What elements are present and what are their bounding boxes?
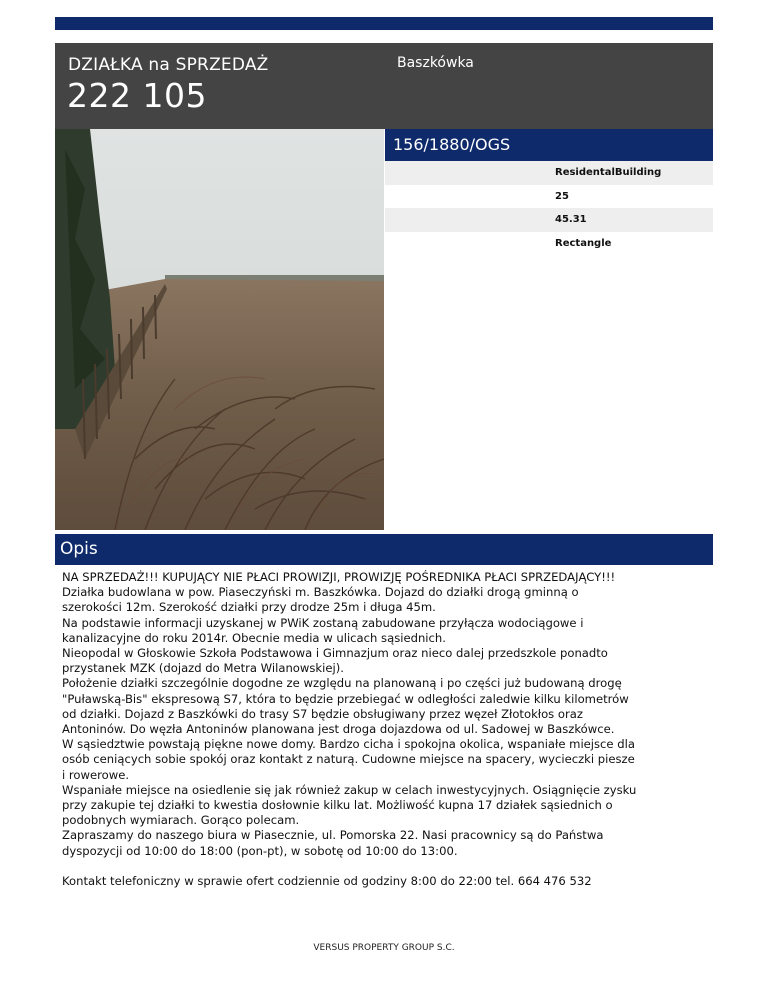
description-line: W sąsiedztwie powstają piękne nowe domy. Bardzo cicha i spokojna okolica, wspaniałe miejsce dla <box>62 737 635 752</box>
listing-price: 222 105 <box>67 76 207 115</box>
description-line: dyspozycji od 10:00 do 18:00 (pon-pt), w sobotę od 10:00 do 13:00. <box>62 843 458 858</box>
detail-row: Rectangle <box>385 232 713 256</box>
description-line: Antoninów. Do węzła Antoninów planowana jest droga dojazdowa od ul. Sadowej w Baszkówce. <box>62 722 615 737</box>
description-line: osób ceniących sobie spokój oraz kontakt z naturą. Cudowne miejsce na spacery, wycieczki piesze <box>62 752 635 767</box>
contact-line: Kontakt telefoniczny w sprawie ofert codziennie od godziny 8:00 do 22:00 tel. 664 476 532 <box>62 874 592 889</box>
footer-company: VERSUS PROPERTY GROUP S.C. <box>313 943 455 953</box>
details-panel <box>385 129 713 255</box>
detail-row: 25 <box>385 185 713 209</box>
description-line: i rowerowe. <box>62 767 130 782</box>
listing-header <box>55 43 713 129</box>
description-line: od działki. Dojazd z Baszkówki do trasy S7 będzie obsługiwany przez węzeł Złotokłos oraz <box>62 706 583 721</box>
description-heading: Opis <box>55 534 713 565</box>
detail-row: ResidentalBuilding <box>385 161 713 185</box>
listing-location: Baszkówka <box>397 55 474 71</box>
property-photo <box>55 129 384 530</box>
description-line: Na podstawie informacji uzyskanej w PWiK zostaną zabudowane przyłącza wodociągowe i <box>62 615 584 630</box>
top-accent-bar <box>55 17 713 30</box>
description-line: szerokości 12m. Szerokość działki przy drodze 25m i długa 45m. <box>62 600 436 615</box>
description-line: "Puławską-Bis" ekspresową S7, która to będzie przebiegać w odległości zaledwie kilku kilometrów <box>62 691 629 706</box>
description-line: NA SPRZEDAŻ!!! KUPUJĄCY NIE PŁACI PROWIZJI, PROWIZJĘ POŚREDNIKA PŁACI SPRZEDAJĄCY!!! <box>62 570 616 584</box>
description-body <box>62 570 708 889</box>
listing-type: DZIAŁKA na SPRZEDAŻ <box>68 55 269 75</box>
description-line: podobnych wymiarach. Gorąco polecam. <box>62 813 300 828</box>
description-line: Nieopodal w Głoskowie Szkoła Podstawowa i Gimnazjum oraz nieco dalej przedszkole ponadto <box>62 646 608 661</box>
description-line: Położenie działki szczególnie dogodne ze względu na planowaną i po części już budowaną drogę <box>62 676 622 691</box>
spacer <box>62 859 708 874</box>
description-line: przystanek MZK (dojazd do Metra Wilanowskiej). <box>62 661 344 676</box>
description-line: kanalizacyjne do roku 2014r. Obecnie media w ulicach sąsiednich. <box>62 630 446 645</box>
description-line: Działka budowlana w pow. Piaseczyński m. Baszkówka. Dojazd do działki drogą gminną o <box>62 585 579 600</box>
description-line: przy zakupie tej działki to kwestia dosłownie kilku lat. Możliwość kupna 17 działek sąsiednich o <box>62 798 613 813</box>
listing-reference: 156/1880/OGS <box>385 129 713 161</box>
description-line: Zapraszamy do naszego biura w Piasecznie, ul. Pomorska 22. Nasi pracownicy są do Państwa <box>62 828 604 843</box>
description-line: Wspaniałe miejsce na osiedlenie się jak również zakup w celach inwestycyjnych. Osiągnięcie zysku <box>62 782 637 797</box>
detail-row: 45.31 <box>385 208 713 232</box>
